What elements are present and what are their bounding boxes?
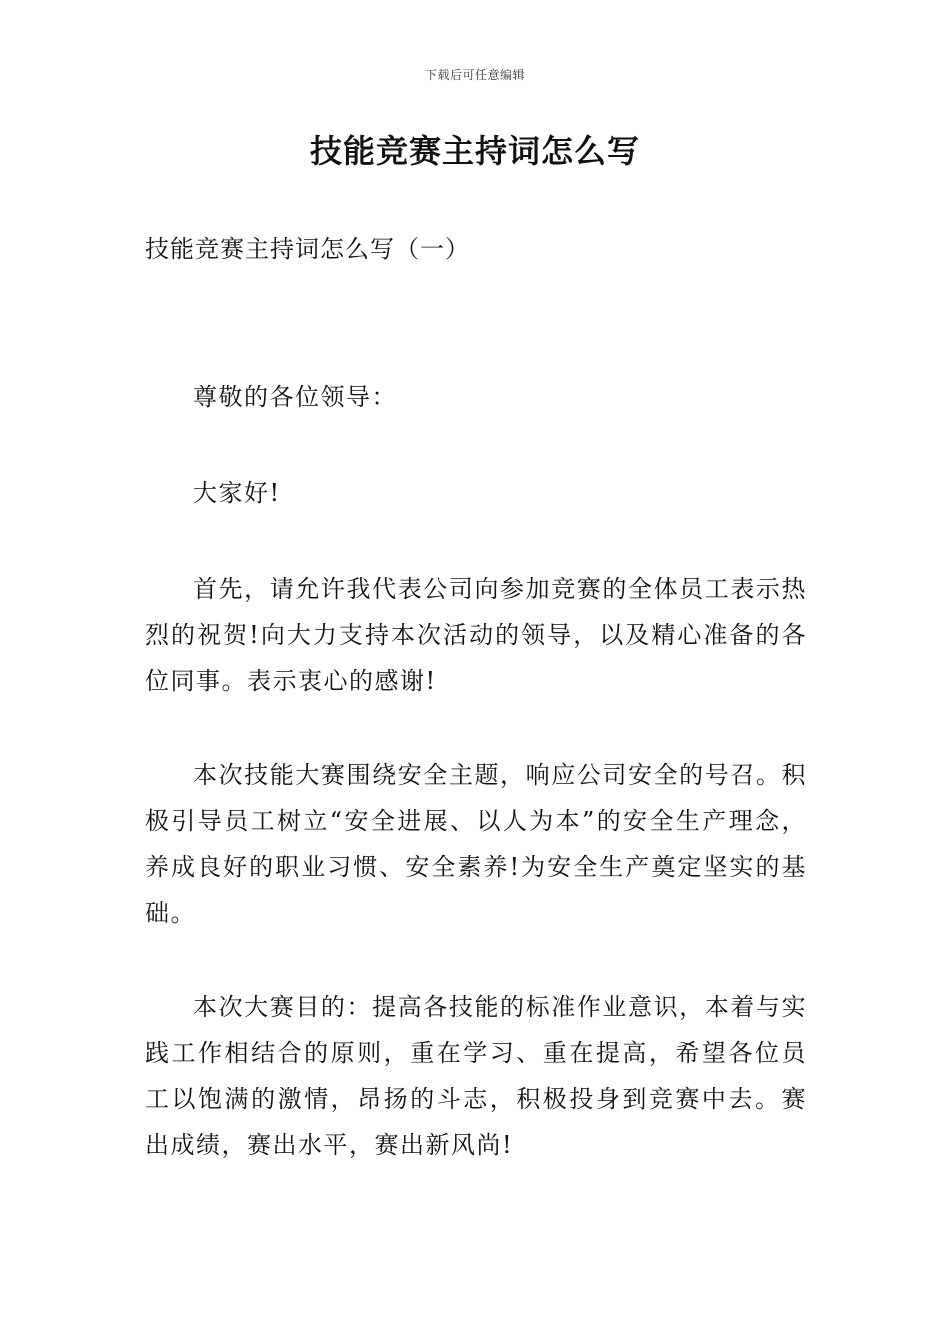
body-paragraph: 本次大赛目的：提高各技能的标准作业意识，本着与实践工作相结合的原则，重在学习、重在提高，希望各位员工以饱满的激情，昂扬的斗志，积极投身到竞赛中去。赛出成绩，赛出水平，赛出新风尚! xyxy=(145,993,807,1159)
salutation-paragraph: 尊敬的各位领导： xyxy=(193,383,397,411)
header-note: 下载后可任意编辑 xyxy=(424,68,525,82)
greeting-paragraph: 大家好! xyxy=(193,479,281,507)
body-paragraph: 首先，请允许我代表公司向参加竞赛的全体员工表示热烈的祝贺!向大力支持本次活动的领导，以及精心准备的各位同事。表示衷心的感谢! xyxy=(145,575,807,695)
document-body xyxy=(145,226,807,1216)
section-heading: 技能竞赛主持词怎么写（一） xyxy=(145,235,470,263)
body-paragraph: 本次技能大赛围绕安全主题，响应公司安全的号召。积极引导员工树立“安全进展、以人为本”的安全生产理念，养成良好的职业习惯、安全素养!为安全生产奠定坚实的基础。 xyxy=(145,761,807,927)
document-title: 技能竞赛主持词怎么写 xyxy=(309,132,640,170)
